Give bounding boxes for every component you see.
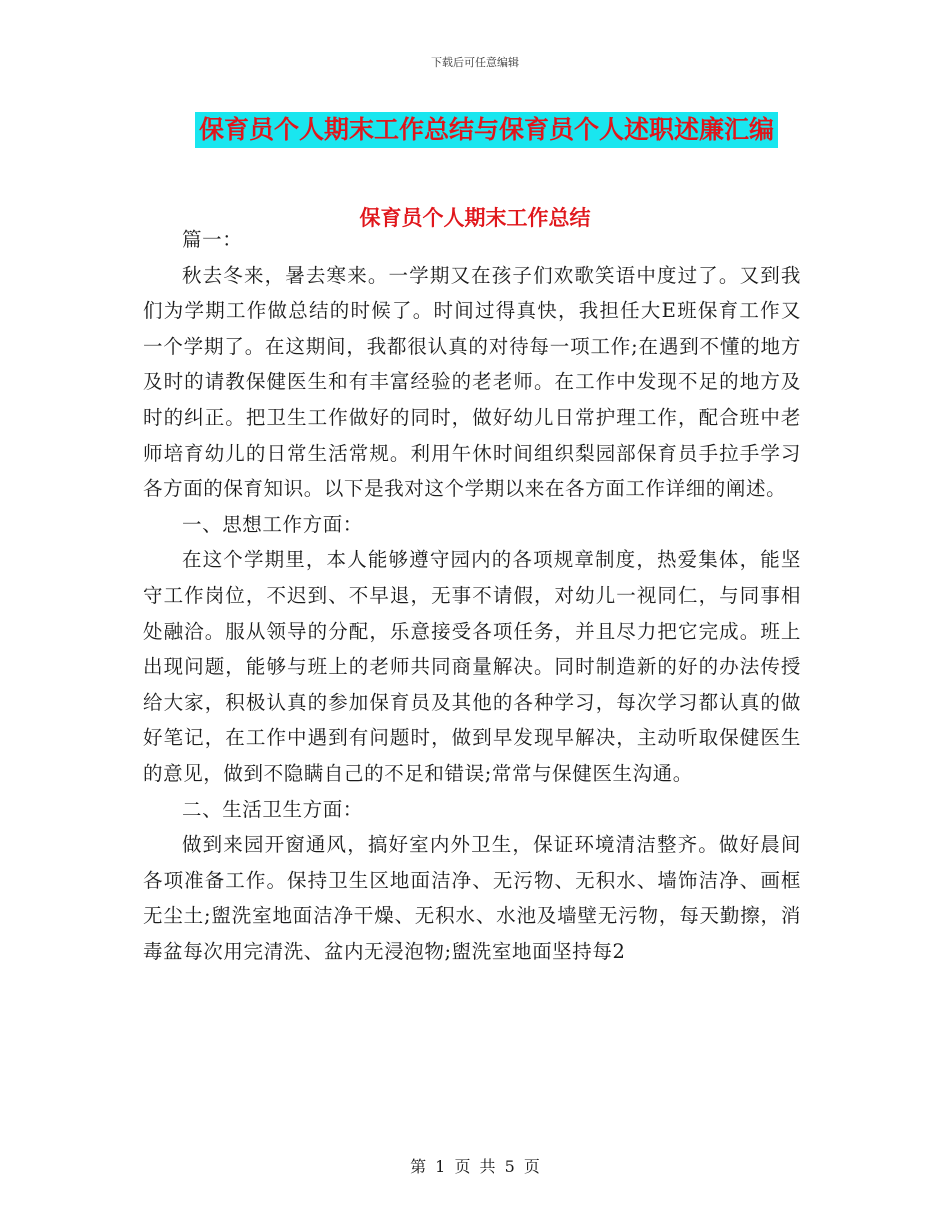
paragraph-heading-hygiene: 二、生活卫生方面： [182,797,363,821]
paragraph-heading-thought: 一、思想工作方面： [182,512,363,536]
document-title: 保育员个人期末工作总结与保育员个人述职述廉汇编 [195,112,778,148]
paragraph-thought: 在这个学期里，本人能够遵守园内的各项规章制度，热爱集体，能坚守工作岗位，不迟到、不早退，无事不请假，对幼儿一视同仁，与同事相处融洽。服从领导的分配，乐意接受各项任务，并且尽力把它完成。班上出现问题，能够与班上的老师共同商量解决。同时制造新的好的办法传授给大家，积极认真的参加保育员及其他的各种学习，每次学习都认真的做好笔记，在工作中遇到有问题时，做到早发现早解决，主动听取保健医生的意见，做到不隐瞒自己的不足和错误;常常与保健医生沟通。 [143,548,801,785]
section-title: 保育员个人期末工作总结 [359,205,591,230]
body-text [143,222,801,969]
page-footer: 第 1 页 共 5 页 [410,1157,540,1176]
paragraph-hygiene: 做到来园开窗通风，搞好室内外卫生，保证环境清洁整齐。做好晨间各项准备工作。保持卫生区地面洁净、无污物、无积水、墙饰洁净、画框无尘土;盥洗室地面洁净干燥、无积水、水池及墙壁无污物，每天勤擦，消毒盆每次用完清洗、盆内无浸泡物;盥洗室地面坚持每2 [143,833,801,963]
paragraph-intro: 秋去冬来，暑去寒来。一学期又在孩子们欢歌笑语中度过了。又到我们为学期工作做总结的时候了。时间过得真快，我担任大E班保育工作又一个学期了。在这期间，我都很认真的对待每一项工作;在遇到不懂的地方及时的请教保健医生和有丰富经验的老老师。在工作中发现不足的地方及时的纠正。把卫生工作做好的同时，做好幼儿日常护理工作，配合班中老师培育幼儿的日常生活常规。利用午休时间组织梨园部保育员手拉手学习各方面的保育知识。以下是我对这个学期以来在各方面工作详细的阐述。 [143,263,801,501]
paragraph-chapter-label: 篇一： [182,228,243,251]
header-note: 下载后可任意编辑 [431,56,519,69]
